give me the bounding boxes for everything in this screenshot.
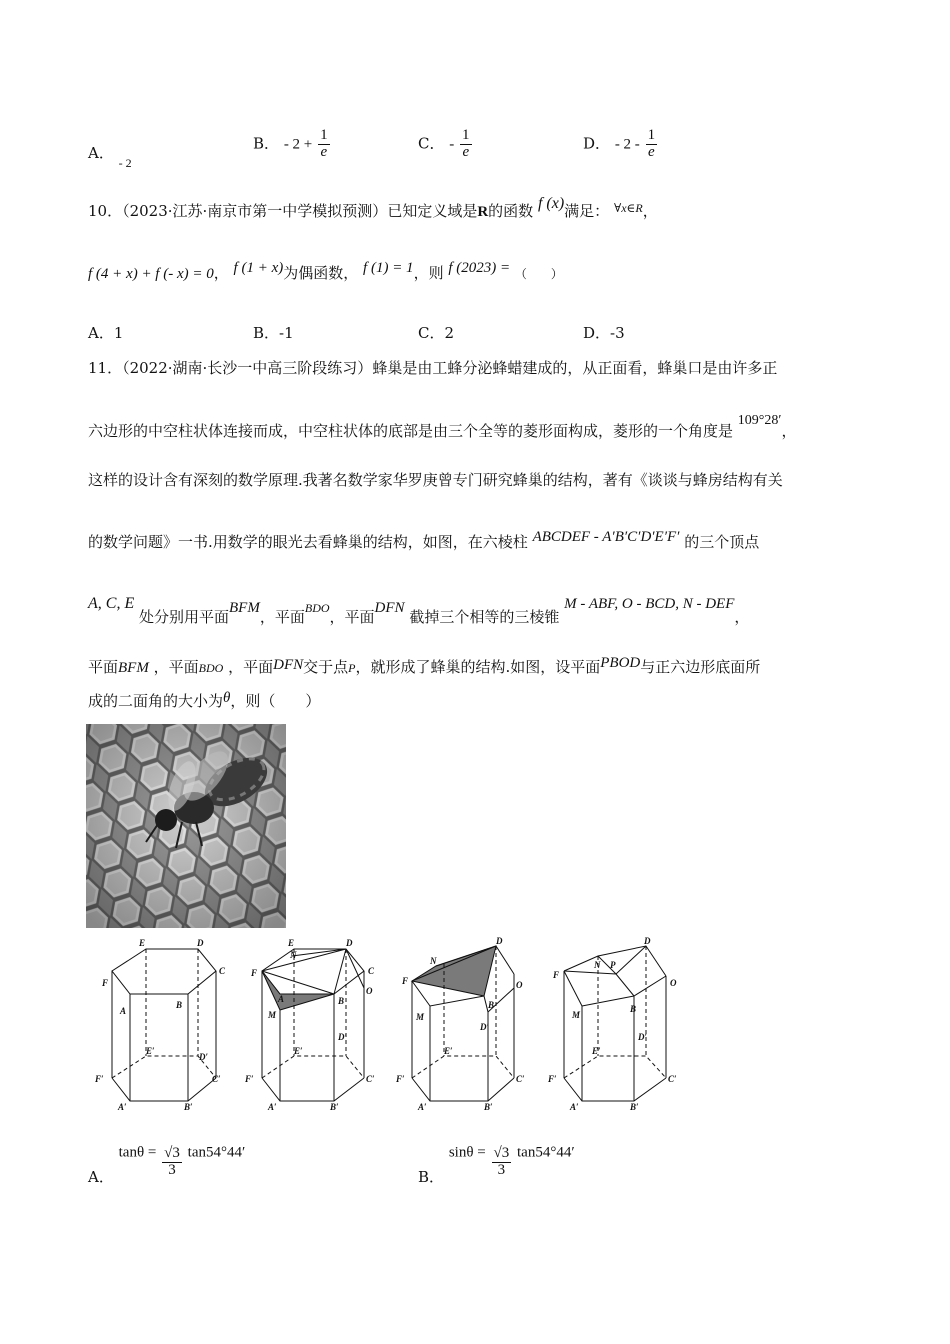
question-number: 10． <box>88 202 123 220</box>
label-b-prime: B′ <box>484 1102 493 1112</box>
label-m: M <box>416 1012 425 1022</box>
label-p: P <box>610 960 616 970</box>
numerator: 1 <box>320 127 328 143</box>
label-f-prime: F′ <box>396 1074 405 1084</box>
label-c: C <box>219 966 226 976</box>
option-value: 1 <box>113 324 124 342</box>
honeycomb-photo-image <box>86 724 286 928</box>
denominator: 3 <box>497 1161 506 1178</box>
label-b: B <box>488 1000 495 1010</box>
option-prefix: - 2 + <box>283 136 313 153</box>
label-e: E <box>288 938 295 948</box>
q9-option-b <box>253 128 331 161</box>
numerator: 1 <box>462 127 470 143</box>
fraction <box>492 1146 512 1179</box>
q10-option-d <box>583 322 625 343</box>
label-o: O <box>366 986 373 996</box>
stem-text: ，平面 <box>329 608 375 626</box>
option-value: -1 <box>279 324 294 342</box>
forall-condition: ∀x∈R <box>613 201 643 215</box>
label-b: B <box>338 996 345 1006</box>
label-b-prime: B′ <box>630 1102 639 1112</box>
option-prefix: - 2 - <box>614 136 640 153</box>
label-e-prime: E′ <box>444 1046 453 1056</box>
q9-option-c <box>418 128 473 161</box>
q10-stem-line2 <box>88 262 563 285</box>
label-f-prime: F′ <box>95 1074 104 1084</box>
q10-option-b <box>253 322 294 343</box>
label-d: D <box>496 936 503 946</box>
triangle-cut-diagram <box>396 936 536 1112</box>
label-a-prime: A′ <box>118 1102 127 1112</box>
numerator: √3 <box>164 1145 180 1161</box>
label-n: N <box>290 950 297 960</box>
cut-prism-diagram <box>244 936 384 1112</box>
denominator: e <box>462 143 470 160</box>
stem-text: 处分别用平面 <box>139 608 230 626</box>
plane-bfm: BFM <box>118 660 149 676</box>
label-c-prime: C′ <box>366 1074 375 1084</box>
stem-text: 蜂巢是由工蜂分泌蜂蜡建成的，从正面看，蜂巢口是由许多正 <box>372 359 778 377</box>
q11-stem-line7 <box>88 690 320 713</box>
stem-text: 截掉三个相等的三棱锥 <box>409 608 560 626</box>
punctuation: ， <box>642 202 658 220</box>
numerator: 1 <box>647 127 656 143</box>
stem-text: ，就形成了蜂巢的结构.如图，设平面 <box>355 658 601 676</box>
shaded-triangle <box>412 946 496 996</box>
rhombus-angle: 109°28′ <box>737 413 782 428</box>
label-c-prime: C′ <box>516 1074 525 1084</box>
point-p: P <box>348 661 356 675</box>
q11-stem-line1 <box>88 357 777 379</box>
label-a: A <box>120 1006 127 1016</box>
label-b: B <box>176 1000 183 1010</box>
stem-text: 的数学问题》一书.用数学的眼光去看蜂巢的结构，如图，在六棱柱 <box>88 533 528 551</box>
triangular-pyramids: M - ABF, O - BCD, N - DEF <box>564 596 735 612</box>
label-a-prime: A′ <box>418 1102 427 1112</box>
plane-pbod: PBOD <box>600 655 641 671</box>
label-d-prime: D′ <box>338 1032 348 1042</box>
label-e: E <box>139 938 146 948</box>
answer-blank: （ ） <box>514 267 563 281</box>
label-a: A <box>278 994 285 1004</box>
label-b-prime: B′ <box>184 1102 193 1112</box>
label-n: N <box>430 956 437 966</box>
plane-dfn: DFN <box>374 600 405 616</box>
question-number: 11． <box>88 359 123 377</box>
option-function: sinθ = <box>448 1144 486 1161</box>
denominator: 3 <box>168 1161 176 1178</box>
option-label: C． <box>418 134 445 153</box>
fraction <box>318 128 330 161</box>
option-label: B． <box>253 324 280 342</box>
figure-cut-prism <box>244 936 384 1112</box>
label-d-prime: D′ <box>480 1022 490 1032</box>
label-c: C <box>368 966 375 976</box>
figure-hex-prism <box>92 936 232 1112</box>
label-f: F <box>102 978 109 988</box>
angle-theta: θ <box>223 690 231 706</box>
q10-stem-line1 <box>88 195 658 223</box>
option-rest: tan54°44′ <box>187 1144 246 1161</box>
stem-text: ，则（ ） <box>230 692 321 710</box>
label-f: F <box>553 970 560 980</box>
q9-option-a <box>88 142 132 170</box>
label-m: M <box>268 1010 277 1020</box>
stem-text: 交于点 <box>303 658 349 676</box>
punctuation: ， <box>734 608 750 626</box>
label-f: F <box>251 968 258 978</box>
stem-text: 平面 <box>88 658 119 676</box>
numerator: √3 <box>493 1145 510 1161</box>
q11-stem-line6 <box>88 656 760 679</box>
q11-stem-line2 <box>88 413 797 444</box>
stem-text: 成的二面角的大小为 <box>88 692 224 710</box>
option-label: A． <box>88 324 114 342</box>
stem-text: 为偶函数， <box>283 264 359 282</box>
stem-text: ，平面 <box>259 608 305 626</box>
label-b: B <box>630 1004 637 1014</box>
q11-stem-line4 <box>88 531 759 554</box>
label-o: O <box>670 978 677 988</box>
label-d: D <box>346 938 353 948</box>
label-d-prime: D′ <box>638 1032 648 1042</box>
label-f-prime: F′ <box>548 1074 557 1084</box>
q10-option-a <box>88 322 123 343</box>
label-e-prime: E′ <box>294 1046 303 1056</box>
option-value: -3 <box>610 324 625 342</box>
honeycomb-cell-diagram <box>548 936 688 1112</box>
honeycomb-photo <box>86 724 286 928</box>
fraction <box>646 128 658 161</box>
stem-text: ，则 <box>413 264 444 282</box>
plane-bdo: BDO <box>198 661 224 675</box>
fraction <box>460 128 472 161</box>
vertices-ace: A, C, E <box>88 595 135 612</box>
option-label: D． <box>583 134 611 153</box>
hexagonal-prism: ABCDEF - A′B′C′D′E′F′ <box>532 529 680 545</box>
label-d-prime: D′ <box>199 1052 209 1062</box>
stem-text: 这样的设计含有深刻的数学原理.我著名数学家华罗庚曾专门研究蜂巢的结构，著有《谈谈与蜂房结构有关 <box>88 471 783 489</box>
q11-option-a <box>88 1136 246 1187</box>
label-d: D <box>644 936 651 946</box>
option-label: C． <box>418 324 445 342</box>
plane-dfn: DFN <box>273 657 304 673</box>
stem-text: 与正六边形底面所 <box>640 658 761 676</box>
q11-option-b <box>418 1136 575 1187</box>
q11-stem-line5 <box>88 595 750 629</box>
label-c-prime: C′ <box>212 1074 221 1084</box>
figure-honeycomb-cell <box>548 936 688 1112</box>
label-b-prime: B′ <box>330 1102 339 1112</box>
label-e-prime: E′ <box>146 1046 155 1056</box>
q10-option-c <box>418 322 454 343</box>
stem-text: 六边形的中空柱状体连接而成，中空柱状体的底部是由三个全等的菱形面构成，菱形的一个角度是 <box>88 422 734 440</box>
option-function: tanθ = <box>118 1144 157 1161</box>
punctuation: ， <box>781 422 797 440</box>
denominator: e <box>648 143 655 160</box>
stem-text: 的三个顶点 <box>684 533 760 551</box>
label-o: O <box>516 980 523 990</box>
q11-stem-line3 <box>88 469 783 491</box>
option-label: B． <box>418 1168 445 1187</box>
option-value: 2 <box>444 324 455 342</box>
stem-text: 满足： <box>564 202 610 220</box>
plane-bfm: BFM <box>229 600 260 616</box>
asked-value: f (2023) = <box>448 260 511 276</box>
option-label: D． <box>583 324 611 342</box>
fraction <box>162 1146 182 1179</box>
label-n: N <box>594 960 601 970</box>
condition-odd: f (4 + x) + f (- x) = 0 <box>88 266 214 282</box>
stem-text: 的函数 <box>488 202 534 220</box>
label-f-prime: F′ <box>245 1074 254 1084</box>
label-e-prime: E′ <box>592 1046 601 1056</box>
option-rest: tan54°44′ <box>517 1144 575 1161</box>
stem-text: ，平面 <box>228 658 274 676</box>
label-d: D <box>197 938 204 948</box>
label-a-prime: A′ <box>570 1102 579 1112</box>
denominator: e <box>320 143 328 160</box>
q9-option-d <box>583 128 658 161</box>
option-value: - 2 <box>118 156 132 170</box>
condition-even: f (1 + x) <box>233 260 284 276</box>
option-prefix: - <box>449 136 455 153</box>
option-label: A． <box>88 144 114 162</box>
plane-bdo: BDO <box>304 601 330 615</box>
condition-value: f (1) = 1 <box>363 260 414 276</box>
hex-prism-diagram <box>92 936 232 1112</box>
punctuation: ， <box>213 264 229 282</box>
question-source: （2022·湖南·长沙一中高三阶段练习） <box>122 359 373 377</box>
question-source: （2023·江苏·南京市第一中学模拟预测） <box>122 202 388 220</box>
figure-triangle-cut <box>396 936 536 1112</box>
label-a-prime: A′ <box>268 1102 277 1112</box>
stem-text: 已知定义域是 <box>387 202 478 220</box>
label-m: M <box>572 1010 581 1020</box>
option-label: A． <box>88 1168 114 1187</box>
option-label: B． <box>253 134 280 153</box>
stem-text: ，平面 <box>153 658 199 676</box>
label-c-prime: C′ <box>668 1074 677 1084</box>
function-fx: f (x) <box>537 195 565 212</box>
label-f: F <box>402 976 409 986</box>
real-set: R <box>477 204 489 220</box>
